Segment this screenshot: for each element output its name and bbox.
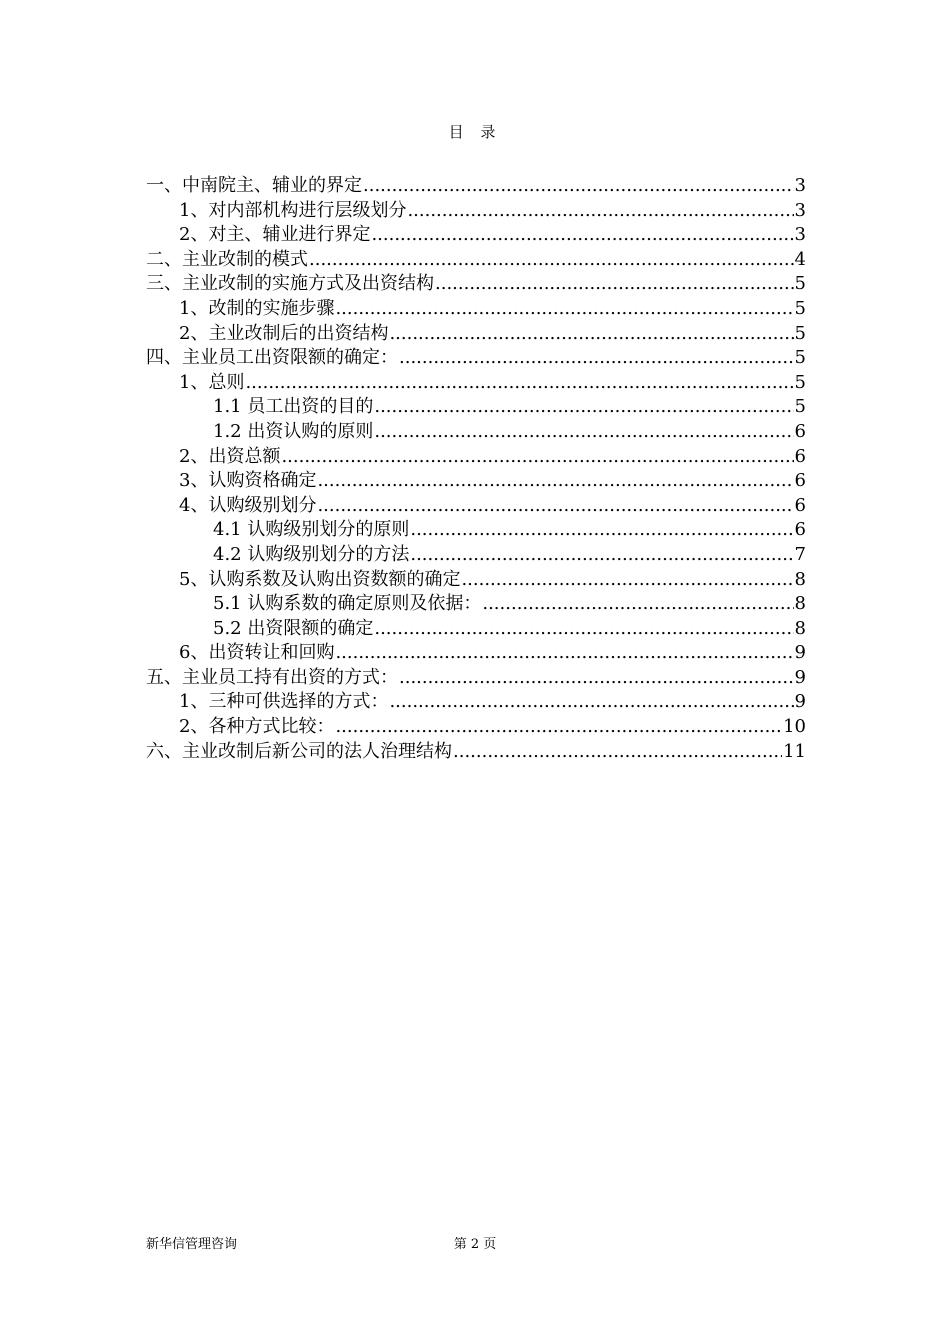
toc-entry-label: 六、主业改制后新公司的法人治理结构 <box>146 740 452 762</box>
toc-leader-dots <box>335 297 793 322</box>
toc-entry-page: 10 <box>783 716 806 738</box>
toc-leader-dots <box>374 420 793 445</box>
toc-entry-page: 6 <box>794 519 806 541</box>
toc-leader-dots <box>389 322 793 347</box>
toc-entry-label: 3、认购资格确定 <box>179 470 317 492</box>
toc-leader-dots <box>410 543 793 568</box>
toc-entry-number: 2、 <box>179 322 209 344</box>
toc-entry[interactable] <box>146 223 806 248</box>
toc-leader-dots <box>317 469 793 494</box>
toc-leader-dots <box>453 740 782 765</box>
toc-leader-dots <box>363 174 794 199</box>
toc-entry-page: 7 <box>794 543 806 565</box>
toc-entry-label: 6、出资转让和回购 <box>179 642 335 664</box>
toc-entry-page: 3 <box>794 199 806 221</box>
toc-entry-label: 1.1 员工出资的目的 <box>213 396 374 418</box>
table-of-contents <box>146 174 806 764</box>
toc-entry-page: 8 <box>794 617 806 639</box>
toc-entry[interactable] <box>146 297 806 322</box>
toc-entry-page: 8 <box>794 593 806 615</box>
toc-entry[interactable] <box>146 469 806 494</box>
toc-entry[interactable] <box>146 322 806 347</box>
toc-title: 目 录 <box>448 123 502 141</box>
toc-entry-page: 5 <box>794 347 806 369</box>
toc-entry-page: 6 <box>794 445 806 467</box>
toc-leader-dots <box>482 592 793 617</box>
toc-entry-page: 3 <box>794 224 806 246</box>
toc-leader-dots <box>281 445 793 470</box>
toc-entry[interactable] <box>146 543 806 568</box>
toc-leader-dots <box>399 666 794 691</box>
toc-entry-page: 5 <box>794 297 806 319</box>
toc-entry-label: 二、主业改制的模式 <box>146 248 308 270</box>
toc-entry-label: 三、主业改制的实施方式及出资结构 <box>146 273 434 295</box>
toc-entry-label: 一、中南院主、辅业的界定 <box>146 175 362 196</box>
toc-entry-label: 2、各种方式比较： <box>179 716 335 738</box>
toc-entry-page: 9 <box>794 666 806 688</box>
toc-entry-page: 8 <box>794 568 806 590</box>
toc-entry-label: 1、总则 <box>179 371 245 393</box>
toc-entry[interactable] <box>146 445 806 470</box>
footer-company: 新华信管理咨询 <box>146 1237 238 1252</box>
toc-leader-dots <box>399 346 794 371</box>
toc-entry[interactable] <box>146 346 806 371</box>
toc-entry-label: 1.2 出资认购的原则 <box>213 420 374 442</box>
toc-entry[interactable] <box>146 740 806 765</box>
toc-entry-label: 对内部机构进行层级划分 <box>208 199 407 221</box>
toc-entry-label: 2、出资总额 <box>179 445 281 467</box>
toc-entry-page: 6 <box>794 494 806 516</box>
toc-leader-dots <box>245 371 793 396</box>
toc-entry-page: 6 <box>794 470 806 492</box>
toc-leader-dots <box>317 494 793 519</box>
toc-entry[interactable] <box>146 494 806 519</box>
toc-entry[interactable] <box>146 666 806 691</box>
toc-entry-page: 5 <box>794 371 806 393</box>
toc-entry-label: 4.1 认购级别划分的原则 <box>213 519 410 541</box>
toc-entry-page: 11 <box>783 740 806 762</box>
toc-entry-label: 1、三种可供选择的方式： <box>179 691 389 713</box>
toc-entry[interactable] <box>146 420 806 445</box>
toc-leader-dots <box>335 715 782 740</box>
toc-entry-page: 5 <box>794 273 806 295</box>
footer-page-number: 第 2 页 <box>453 1237 497 1252</box>
toc-entry[interactable] <box>146 715 806 740</box>
toc-entry[interactable] <box>146 617 806 642</box>
toc-entry-page: 9 <box>794 642 806 664</box>
toc-leader-dots <box>335 641 793 666</box>
toc-leader-dots <box>407 199 793 224</box>
toc-leader-dots <box>374 617 793 642</box>
toc-leader-dots <box>435 272 794 297</box>
toc-leader-dots <box>371 223 793 248</box>
toc-leader-dots <box>374 395 793 420</box>
toc-leader-dots <box>309 248 794 273</box>
toc-entry-label: 对主、辅业进行界定 <box>208 224 371 246</box>
toc-entry-label: 五、主业员工持有出资的方式： <box>146 666 398 688</box>
toc-entry-page: 3 <box>794 175 806 196</box>
toc-entry-page: 5 <box>794 322 806 344</box>
toc-entry[interactable] <box>146 199 806 224</box>
toc-entry[interactable] <box>146 690 806 715</box>
toc-entry[interactable] <box>146 518 806 543</box>
toc-entry-label: 5、认购系数及认购出资数额的确定 <box>179 568 461 590</box>
toc-entry[interactable] <box>146 568 806 593</box>
toc-entry-page: 5 <box>794 396 806 418</box>
toc-leader-dots <box>410 518 793 543</box>
toc-entry-page: 9 <box>794 691 806 713</box>
toc-entry-label: 改制的实施步骤 <box>208 297 335 319</box>
toc-entry-label: 5.1 认购系数的确定原则及依据： <box>213 593 482 615</box>
toc-entry[interactable] <box>146 174 806 199</box>
toc-entry[interactable] <box>146 395 806 420</box>
toc-entry-number: 1、 <box>179 199 209 221</box>
toc-entry-label: 5.2 出资限额的确定 <box>213 617 374 639</box>
toc-entry-label: 4、认购级别划分 <box>179 494 317 516</box>
toc-entry-label: 4.2 认购级别划分的方法 <box>213 543 410 565</box>
toc-entry-page: 4 <box>794 248 806 270</box>
toc-entry-page: 6 <box>794 420 806 442</box>
toc-entry-number: 1、 <box>179 297 209 319</box>
toc-entry[interactable] <box>146 248 806 273</box>
toc-entry[interactable] <box>146 272 806 297</box>
toc-entry-number: 2、 <box>179 224 209 246</box>
toc-entry[interactable] <box>146 641 806 666</box>
toc-entry[interactable] <box>146 371 806 396</box>
toc-leader-dots <box>461 568 793 593</box>
toc-entry-label: 主业改制后的出资结构 <box>208 322 389 344</box>
toc-entry-label: 四、主业员工出资限额的确定： <box>146 347 398 369</box>
toc-leader-dots <box>389 690 793 715</box>
toc-entry[interactable] <box>146 592 806 617</box>
